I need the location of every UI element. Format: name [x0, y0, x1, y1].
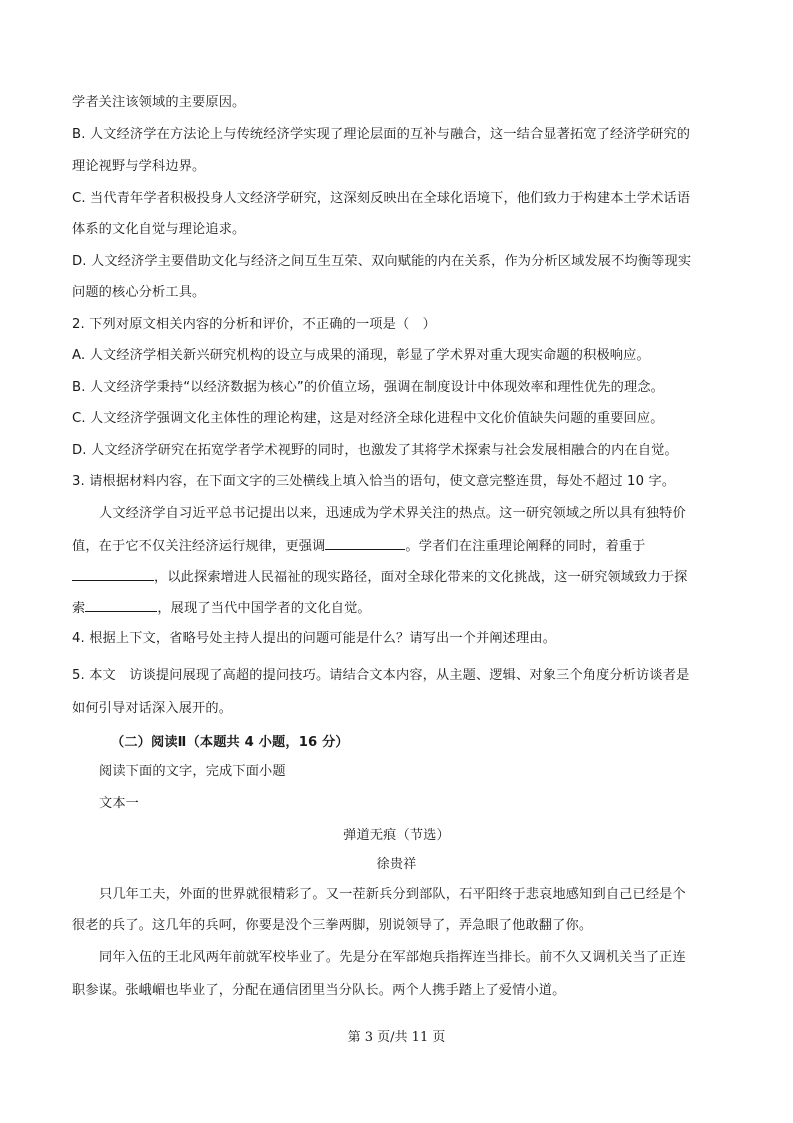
option-c-line-1: C. 当代青年学者积极投身人文经济学研究，这深刻反映出在全球化语境下，他们致力于构建本土学术话语 [72, 191, 691, 206]
story-line-3: 同年入伍的王北风两年前就军校毕业了。先是分在军部炮兵指挥连当排长。前不久又调机关当了正连 [99, 950, 686, 965]
passage-text: ，以此探索增进人民福祉的现实路径，面对全球化带来的文化挑战，这一研究领域致力于探 [154, 570, 688, 585]
story-line-2: 很老的兵了。这几年的兵呵，你要是没个三拳两脚，别说领导了，弄急眼了他敢翻了你。 [72, 918, 593, 933]
option-d-line-2: 问题的核心分析工具。 [72, 285, 206, 300]
question-5-line-1: 5. 本文 访谈提问展现了高超的提问技巧。请结合文本内容，从主题、逻辑、对象三个角度分析访谈者是 [72, 668, 690, 683]
question-2-option-c: C. 人文经济学强调文化主体性的理论构建，这是对经济全球化进程中文化价值缺失问题的重要回应。 [72, 411, 664, 426]
passage-text: ，展现了当代中国学者的文化自觉。 [157, 601, 371, 616]
story-line-4: 职参谋。张峨嵋也毕业了，分配在通信团里当分队长。两个人携手踏上了爱情小道。 [72, 983, 566, 998]
question-2-option-d: D. 人文经济学研究在拓宽学者学术视野的同时，也激发了其将学术探索与社会发展相融合的内在自觉。 [72, 443, 678, 458]
fill-blank-2 [72, 568, 154, 581]
text-label: 文本一 [99, 796, 140, 811]
option-d-line-1: D. 人文经济学主要借助文化与经济之间互生互荣、双向赋能的内在关系，作为分析区域发展不均衡等现实 [72, 254, 692, 269]
passage-text: 值，在于它不仅关注经济运行规律，更强调 [72, 539, 326, 554]
option-b-line-2: 理论视野与学科边界。 [72, 159, 206, 174]
fill-blank-3 [85, 599, 157, 612]
passage-line-3 [72, 568, 688, 587]
passage-line-1: 人文经济学自习近平总书记提出以来，迅速成为学术界关注的热点。这一研究领域之所以具有独特价 [99, 506, 686, 521]
article-author: 徐贵祥 [376, 857, 417, 872]
section-heading: （二）阅读Ⅱ（本题共 4 小题，16 分） [111, 735, 349, 750]
passage-line-4 [72, 599, 371, 618]
question-2-option-a: A. 人文经济学相关新兴研究机构的设立与成果的涌现，彰显了学术界对重大现实命题的积极响应。 [72, 348, 650, 363]
question-5-line-2: 如何引导对话深入展开的。 [72, 701, 233, 716]
question-2-option-b: B. 人文经济学秉持“以经济数据为核心”的价值立场，强调在制度设计中体现效率和理性优先的理念。 [72, 380, 665, 395]
option-c-line-2: 体系的文化自觉与理论追求。 [72, 222, 246, 237]
question-3-stem: 3. 请根据材料内容，在下面文字的三处横线上填入恰当的语句，使文意完整连贯，每处不超过 10 字。 [72, 474, 676, 489]
text-line: 学者关注该领域的主要原因。 [72, 95, 246, 110]
question-4-stem: 4. 根据上下文，省略号处主持人提出的问题可能是什么？请写出一个并阐述理由。 [72, 631, 557, 646]
page-number: 第 3 页/共 11 页 [347, 1030, 446, 1045]
passage-text: 索 [72, 601, 86, 616]
story-line-1: 只几年工夫，外面的世界就很精彩了。又一茬新兵分到部队，石平阳终于悲哀地感知到自己已经是个 [99, 887, 686, 902]
article-title: 弹道无痕（节选） [343, 828, 450, 843]
passage-line-2 [72, 537, 646, 556]
instruction: 阅读下面的文字，完成下面小题 [99, 764, 286, 779]
option-b-line-1: B. 人文经济学在方法论上与传统经济学实现了理论层面的互补与融合，这一结合显著拓宽了经济学研究的 [72, 127, 691, 142]
question-2-stem: 2. 下列对原文相关内容的分析和评价，不正确的一项是（ ） [72, 317, 436, 332]
passage-text: 。学者们在注重理论阐释的同时，着重于 [405, 539, 646, 554]
fill-blank-1 [325, 537, 405, 550]
